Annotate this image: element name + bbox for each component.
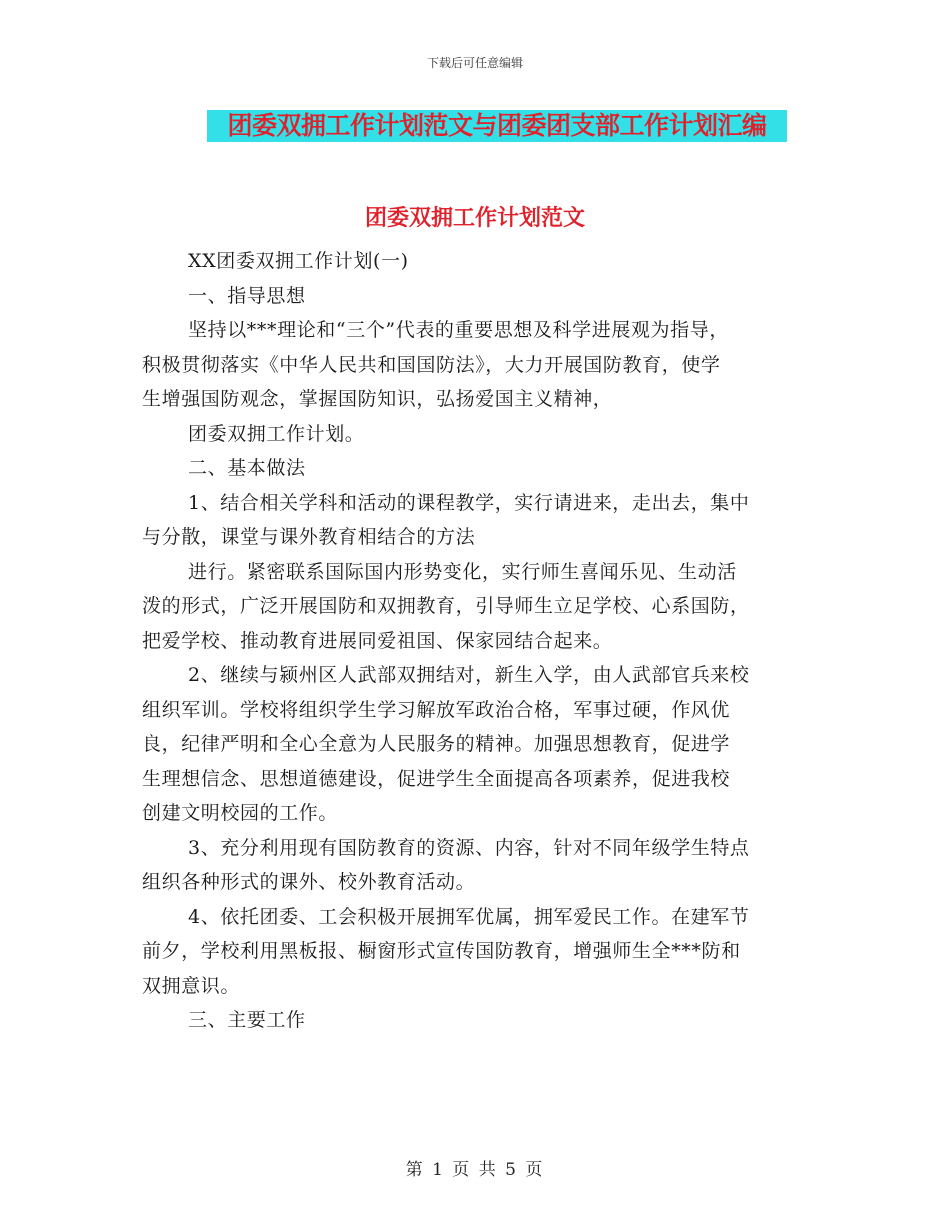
paragraph: 三、主要工作 — [188, 1009, 306, 1031]
page-number: 第 1 页 共 5 页 — [405, 1160, 545, 1180]
paragraph: 一、指导思想 — [188, 284, 306, 307]
paragraph: 进行。紧密联系国际国内形势变化，实行师生喜闻乐见、生动活 泼的形式，广泛开展国防和双拥教育，引导师生立足学校、心系国防， 把爱学校、推动教育进展同爱祖国、保家园结合起来。 — [142, 560, 750, 652]
main-title: 团委双拥工作计划范文与团委团支部工作计划汇编 — [207, 110, 787, 142]
paragraph: XX团委双拥工作计划(一) — [188, 250, 409, 272]
paragraph: 二、基本做法 — [188, 457, 306, 479]
paragraph: 团委双拥工作计划。 — [188, 422, 365, 445]
section-title: 团委双拥工作计划范文 — [364, 206, 585, 231]
paragraph: 4、依托团委、工会积极开展拥军优属，拥军爱民工作。在建军节 前夕，学校利用黑板报、橱窗形式宣传国防教育，增强师生全***防和 双拥意识。 — [142, 905, 750, 997]
paragraph: 1、结合相关学科和活动的课程教学，实行请进来，走出去，集中 与分散，课堂与课外教育相结合的方法 — [142, 491, 750, 548]
header-note: 下载后可任意编辑 — [426, 56, 523, 70]
paragraph: 坚持以***理论和“三个”代表的重要思想及科学进展观为指导， 积极贯彻落实《中华人民共和国国防法》，大力开展国防教育，使学 生增强国防观念，掌握国防知识，弘扬爱国主义精神， — [142, 319, 729, 410]
document-body — [142, 244, 812, 1038]
paragraph: 3、充分利用现有国防教育的资源、内容，针对不同年级学生特点 组织各种形式的课外、校外教育活动。 — [142, 836, 750, 893]
paragraph: 2、继续与颍州区人武部双拥结对，新生入学，由人武部官兵来校 组织军训。学校将组织学生学习解放军政治合格，军事过硬，作风优 良，纪律严明和全心全意为人民服务的精神。加强思想教育，促进学 生理想信念、思想道德建设，促进学生全面提高各项素养，促进我校 创建文明校园的工作。 — [142, 664, 750, 824]
